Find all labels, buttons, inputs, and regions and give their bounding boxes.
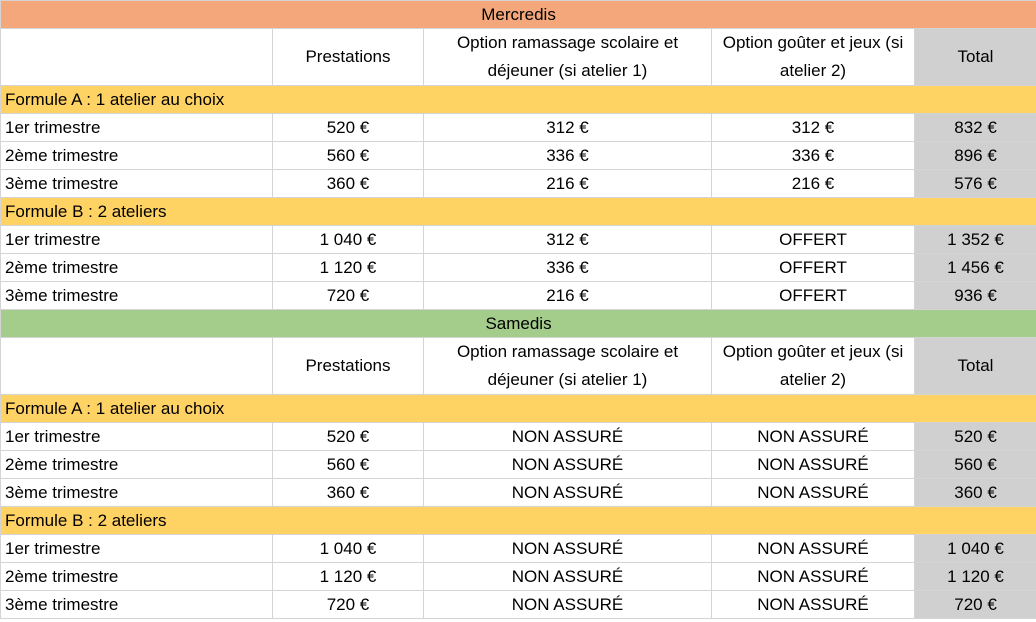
period-cell: 2ème trimestre xyxy=(1,254,273,282)
total-cell: 1 120 € xyxy=(915,563,1036,591)
option2-cell: NON ASSURÉ xyxy=(712,563,915,591)
table-row xyxy=(1,479,1036,507)
table-row xyxy=(1,226,1036,254)
period-cell: 3ème trimestre xyxy=(1,591,273,619)
period-cell: 2ème trimestre xyxy=(1,142,273,170)
option2-cell: 312 € xyxy=(712,114,915,142)
formule-row xyxy=(1,395,1036,423)
period-cell: 1er trimestre xyxy=(1,535,273,563)
header-option-ramassage: Option ramassage scolaire et déjeuner (si atelier 1) xyxy=(424,338,712,395)
option1-cell: 312 € xyxy=(424,114,712,142)
total-cell: 936 € xyxy=(915,282,1036,310)
header-total: Total xyxy=(915,338,1036,395)
option1-cell: NON ASSURÉ xyxy=(424,451,712,479)
total-cell: 1 456 € xyxy=(915,254,1036,282)
option1-cell: NON ASSURÉ xyxy=(424,563,712,591)
formule-label: Formule A : 1 atelier au choix xyxy=(1,86,1036,114)
option1-cell: 336 € xyxy=(424,254,712,282)
prestations-cell: 560 € xyxy=(273,451,424,479)
option2-cell: 336 € xyxy=(712,142,915,170)
section-header-samedis xyxy=(1,310,1036,338)
column-header-row xyxy=(1,29,1036,86)
formule-row xyxy=(1,86,1036,114)
header-option-gouter: Option goûter et jeux (si atelier 2) xyxy=(712,29,915,86)
option2-cell: OFFERT xyxy=(712,226,915,254)
option2-cell: NON ASSURÉ xyxy=(712,479,915,507)
table-row xyxy=(1,114,1036,142)
period-cell: 3ème trimestre xyxy=(1,479,273,507)
prestations-cell: 360 € xyxy=(273,479,424,507)
period-cell: 1er trimestre xyxy=(1,114,273,142)
option2-cell: 216 € xyxy=(712,170,915,198)
column-header-row xyxy=(1,338,1036,395)
header-empty xyxy=(1,29,273,86)
table-row xyxy=(1,563,1036,591)
option1-cell: 336 € xyxy=(424,142,712,170)
option1-cell: NON ASSURÉ xyxy=(424,535,712,563)
total-cell: 576 € xyxy=(915,170,1036,198)
total-cell: 560 € xyxy=(915,451,1036,479)
section-title: Samedis xyxy=(1,310,1036,338)
header-option-ramassage: Option ramassage scolaire et déjeuner (si atelier 1) xyxy=(424,29,712,86)
header-total: Total xyxy=(915,29,1036,86)
prestations-cell: 1 120 € xyxy=(273,563,424,591)
period-cell: 3ème trimestre xyxy=(1,170,273,198)
header-prestations: Prestations xyxy=(273,338,424,395)
header-empty xyxy=(1,338,273,395)
prestations-cell: 360 € xyxy=(273,170,424,198)
prestations-cell: 1 040 € xyxy=(273,226,424,254)
formule-label: Formule B : 2 ateliers xyxy=(1,507,1036,535)
total-cell: 520 € xyxy=(915,423,1036,451)
formule-row xyxy=(1,198,1036,226)
option2-cell: OFFERT xyxy=(712,254,915,282)
table-row xyxy=(1,535,1036,563)
header-prestations: Prestations xyxy=(273,29,424,86)
total-cell: 832 € xyxy=(915,114,1036,142)
option2-cell: NON ASSURÉ xyxy=(712,423,915,451)
prestations-cell: 520 € xyxy=(273,423,424,451)
formule-label: Formule B : 2 ateliers xyxy=(1,198,1036,226)
option1-cell: 312 € xyxy=(424,226,712,254)
section-title: Mercredis xyxy=(1,1,1036,29)
prestations-cell: 1 120 € xyxy=(273,254,424,282)
table-row xyxy=(1,170,1036,198)
table-row xyxy=(1,423,1036,451)
option2-cell: NON ASSURÉ xyxy=(712,591,915,619)
total-cell: 360 € xyxy=(915,479,1036,507)
section-header-mercredis xyxy=(1,1,1036,29)
table-row xyxy=(1,451,1036,479)
period-cell: 1er trimestre xyxy=(1,226,273,254)
table-row xyxy=(1,591,1036,619)
option1-cell: 216 € xyxy=(424,282,712,310)
option1-cell: NON ASSURÉ xyxy=(424,479,712,507)
period-cell: 3ème trimestre xyxy=(1,282,273,310)
prestations-cell: 560 € xyxy=(273,142,424,170)
table-row xyxy=(1,142,1036,170)
prestations-cell: 1 040 € xyxy=(273,535,424,563)
table-row xyxy=(1,254,1036,282)
total-cell: 720 € xyxy=(915,591,1036,619)
period-cell: 2ème trimestre xyxy=(1,563,273,591)
total-cell: 1 352 € xyxy=(915,226,1036,254)
formule-label: Formule A : 1 atelier au choix xyxy=(1,395,1036,423)
prestations-cell: 720 € xyxy=(273,282,424,310)
option2-cell: OFFERT xyxy=(712,282,915,310)
total-cell: 1 040 € xyxy=(915,535,1036,563)
formule-row xyxy=(1,507,1036,535)
option2-cell: NON ASSURÉ xyxy=(712,451,915,479)
prestations-cell: 720 € xyxy=(273,591,424,619)
option1-cell: NON ASSURÉ xyxy=(424,423,712,451)
option1-cell: 216 € xyxy=(424,170,712,198)
header-option-gouter: Option goûter et jeux (si atelier 2) xyxy=(712,338,915,395)
option1-cell: NON ASSURÉ xyxy=(424,591,712,619)
option2-cell: NON ASSURÉ xyxy=(712,535,915,563)
prestations-cell: 520 € xyxy=(273,114,424,142)
period-cell: 2ème trimestre xyxy=(1,451,273,479)
total-cell: 896 € xyxy=(915,142,1036,170)
period-cell: 1er trimestre xyxy=(1,423,273,451)
table-row xyxy=(1,282,1036,310)
